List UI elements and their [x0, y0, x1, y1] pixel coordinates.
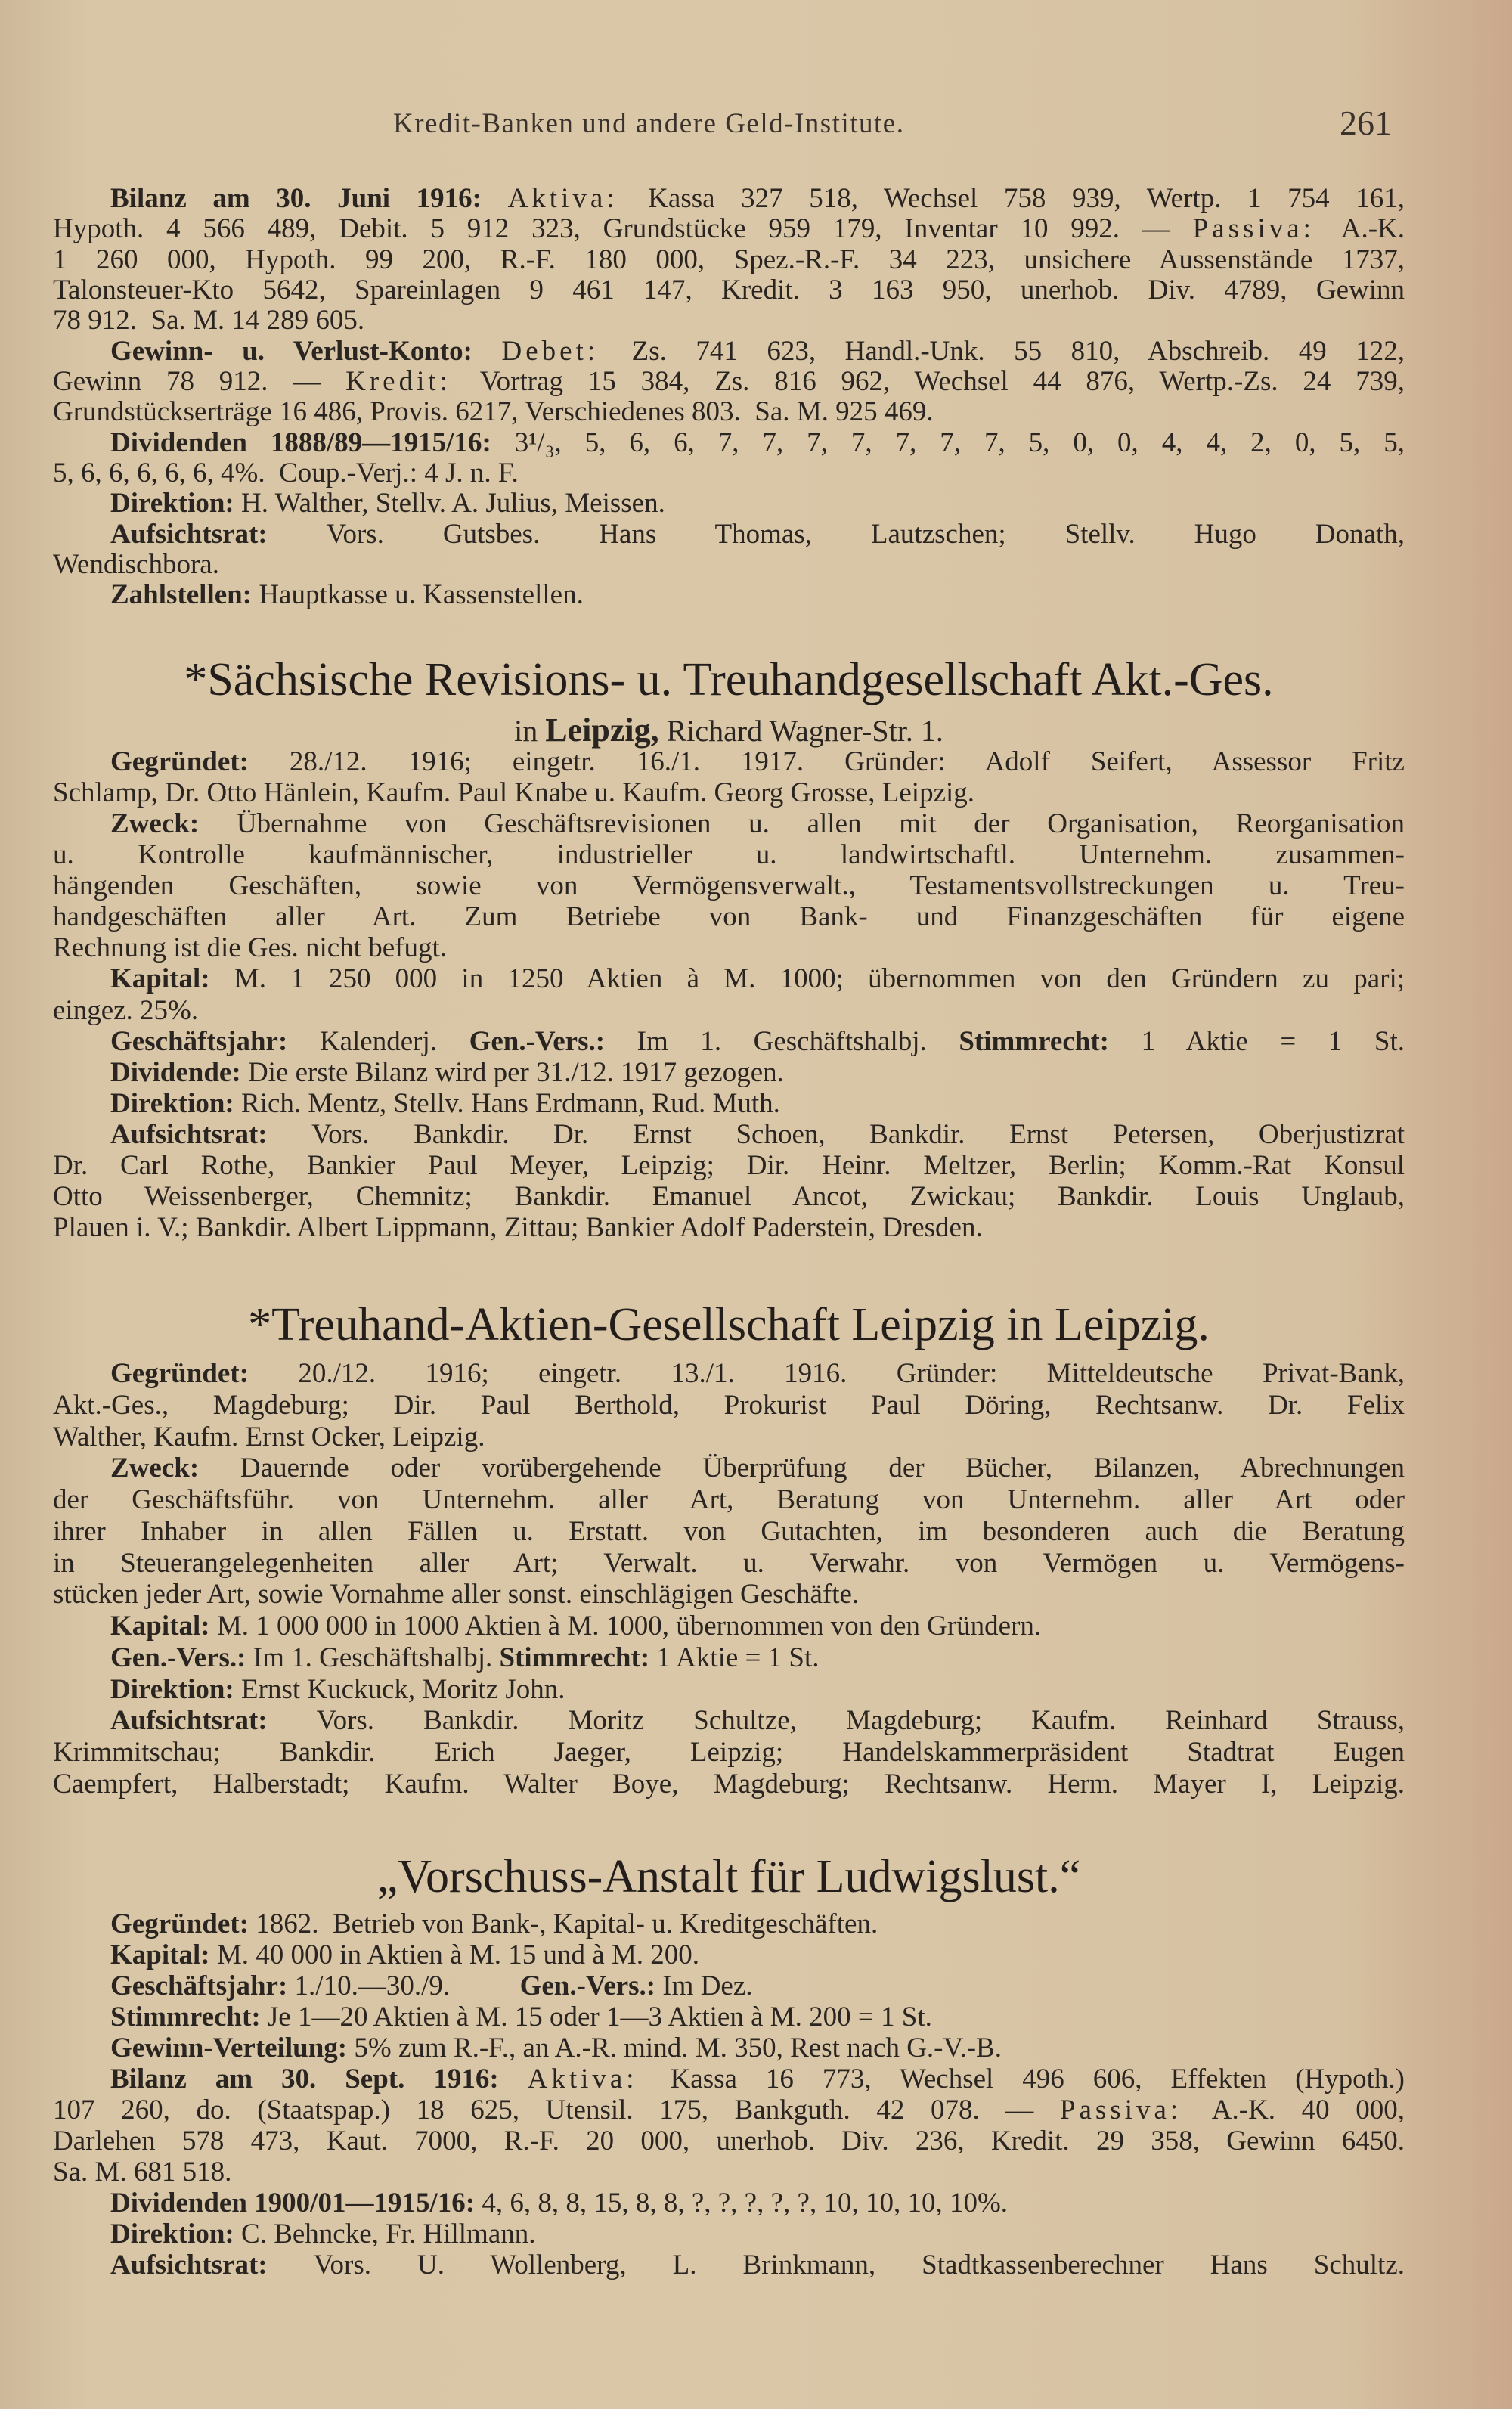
- entry-body-treuhand-aktien: [53, 1358, 1405, 1800]
- text-line: [53, 2249, 1405, 2280]
- field-label: Direktion:: [110, 1087, 242, 1119]
- text-line: [53, 1674, 1405, 1706]
- body-text: Im Dez.: [662, 1970, 753, 2001]
- body-text: handgeschäften aller Art. Zum Betriebe von Bank- und Finanzgeschäften für eigene: [53, 901, 1405, 933]
- entry-title-treuhand-aktien: *Treuhand-Aktien-Gesellschaft Leipzig in Leipzig.: [248, 1299, 1210, 1350]
- body-text: Vors. Bankdir. Dr. Ernst Schoen, Bankdir. Ernst Petersen, Oberjustizrat: [311, 1118, 1405, 1150]
- body-text: 1./10.—30./9.: [294, 1970, 520, 2001]
- text-line: [53, 1422, 1405, 1453]
- text-line: [53, 245, 1405, 275]
- field-label: Aufsichtsrat:: [110, 518, 327, 550]
- body-text: 107 260, do. (Staatspap.) 18 625, Utensil. 175, Bankguth. 42 078. —: [53, 2094, 1060, 2125]
- text-line: [53, 397, 1405, 427]
- spaced-label: Aktiva:: [507, 183, 649, 214]
- entry-subtitle-location: [53, 711, 1405, 749]
- text-line: [53, 1908, 1405, 1939]
- field-label: Gegründet:: [110, 746, 290, 777]
- text-line: [53, 1119, 1405, 1150]
- field-label: Gewinn-Verteilung:: [110, 2032, 355, 2063]
- text-line: [53, 367, 1405, 397]
- body-text: 1 Aktie = 1 St.: [656, 1642, 820, 1673]
- entry-body-vorschuss-anstalt: [53, 1908, 1405, 2280]
- text-line: [53, 2032, 1405, 2063]
- text-line: [53, 2156, 1405, 2187]
- body-text: Übernahme von Geschäftsrevisionen u. allen mit der Organisation, Reorganisation: [236, 808, 1405, 840]
- text-line: [53, 1579, 1405, 1611]
- text-line: [53, 458, 1405, 488]
- spaced-label: Kredit:: [345, 366, 480, 398]
- body-text: der Geschäftsführ. von Unternehm. aller Art, Beratung von Unternehm. aller Art oder: [53, 1484, 1405, 1515]
- field-label: Stimmrecht:: [499, 1642, 657, 1673]
- text-line: [53, 1057, 1405, 1088]
- text-line: [53, 580, 1405, 610]
- text-line: [53, 995, 1405, 1026]
- field-label: Dividenden 1900/01—1915/16:: [110, 2187, 482, 2218]
- body-text: C. Behncke, Fr. Hillmann.: [241, 2218, 536, 2249]
- text-line: [53, 777, 1405, 808]
- body-text: Die erste Bilanz wird per 31./12. 1917 gezogen.: [247, 1056, 784, 1088]
- text-line: [53, 1181, 1405, 1212]
- spaced-label: Debet:: [501, 335, 632, 367]
- body-text: 28./12. 1916; eingetr. 16./1. 1917. Gründer: Adolf Seifert, Assessor Fritz: [289, 746, 1405, 777]
- text-line: [53, 1453, 1405, 1484]
- text-line: [53, 1548, 1405, 1580]
- field-label: Geschäftsjahr:: [110, 1025, 320, 1057]
- spaced-label: Passiva:: [1059, 2094, 1212, 2125]
- body-text: Kalenderj.: [319, 1025, 469, 1057]
- text-line: [53, 746, 1405, 777]
- body-text: 1 260 000, Hypoth. 99 200, R.-F. 180 000, Spez.-R.-F. 34 223, unsichere Aussenstände 1737,: [53, 243, 1405, 275]
- text-line: [53, 1358, 1405, 1390]
- field-label: Direktion:: [110, 488, 242, 519]
- text-line: [53, 932, 1405, 963]
- body-text: eingez. 25%.: [53, 994, 199, 1026]
- text-line: [53, 336, 1405, 367]
- body-text: H. Walther, Stellv. A. Julius, Meissen.: [241, 488, 665, 519]
- body-text: Krimmitschau; Bankdir. Erich Jaeger, Leipzig; Handelskammerpräsident Stadtrat Eugen: [53, 1737, 1405, 1768]
- body-text: 1 Aktie = 1 St.: [1141, 1025, 1405, 1057]
- field-label: Zahlstellen:: [110, 579, 259, 611]
- spaced-label: Passiva:: [1192, 213, 1341, 245]
- subtitle-city: Leipzig,: [545, 712, 659, 749]
- text-line: [53, 275, 1405, 305]
- field-label: Dividende:: [110, 1056, 248, 1088]
- field-label: Kapital:: [110, 1939, 217, 1970]
- text-line: [53, 1642, 1405, 1674]
- body-text: 5% zum R.-F., an A.-R. mind. M. 350, Rest nach G.-V.-B.: [354, 2032, 1002, 2063]
- body-text: Otto Weissenberger, Chemnitz; Bankdir. Emanuel Ancot, Zwickau; Bankdir. Louis Unglaub,: [53, 1180, 1405, 1212]
- field-label: Gen.-Vers.:: [110, 1642, 253, 1673]
- body-text: 1862. Betrieb von Bank-, Kapital- u. Kreditgeschäften.: [256, 1908, 878, 1939]
- field-label: Direktion:: [110, 2218, 242, 2249]
- field-label: Direktion:: [110, 1673, 242, 1705]
- text-line: [53, 870, 1405, 901]
- text-line: [53, 839, 1405, 870]
- text-line: [53, 1088, 1405, 1119]
- field-label: Dividenden 1888/89—1915/16:: [110, 426, 515, 458]
- field-label: Gen.-Vers.:: [519, 1970, 663, 2001]
- text-line: [53, 1705, 1405, 1737]
- entry-title-saechsische-revisions: *Sächsische Revisions- u. Treuhandgesellschaft Akt.-Ges.: [184, 654, 1274, 705]
- body-text: Gewinn 78 912. —: [53, 366, 346, 398]
- body-text: Vortrag 15 384, Zs. 816 962, Wechsel 44 876, Wertp.-Zs. 24 739,: [479, 366, 1405, 398]
- body-text: 5, 6, 6, 6, 6, 6, 4%. Coup.-Verj.: 4 J. n. F.: [53, 457, 519, 489]
- text-line: [53, 2063, 1405, 2094]
- field-label: Aufsichtsrat:: [110, 2249, 314, 2280]
- body-text: Hauptkasse u. Kassenstellen.: [259, 579, 584, 611]
- field-label: Aufsichtsrat:: [110, 1118, 312, 1150]
- field-label: Stimmrecht:: [110, 2001, 268, 2032]
- field-label: Bilanz am 30. Sept. 1916:: [110, 2063, 528, 2094]
- text-line: [53, 2187, 1405, 2218]
- body-text: Zs. 741 623, Handl.-Unk. 55 810, Abschreib. 49 122,: [631, 335, 1405, 367]
- body-text: Dauernde oder vorübergehende Überprüfung der Bücher, Bilanzen, Abrechnungen: [240, 1453, 1405, 1484]
- field-label: Kapital:: [110, 1611, 217, 1642]
- entry-continuation-meissen: [53, 184, 1405, 611]
- text-line: [53, 305, 1405, 336]
- body-text: 78 912. Sa. M. 14 289 605.: [53, 305, 365, 336]
- text-line: [53, 1970, 1405, 2001]
- body-text: M. 1 250 000 in 1250 Aktien à M. 1000; übernommen von den Gründern zu pari;: [234, 963, 1405, 995]
- body-text: Wendischbora.: [53, 549, 219, 581]
- body-text: Darlehen 578 473, Kaut. 7000, R.-F. 20 000, unerhob. Div. 236, Kredit. 29 358, Gewinn 6450.: [53, 2125, 1405, 2156]
- entry-body-saechsische-revisions: [53, 746, 1405, 1243]
- text-line: [53, 214, 1405, 244]
- body-text: Caempfert, Halberstadt; Kaufm. Walter Boye, Magdeburg; Rechtsanw. Herm. Mayer I, Leipzig.: [53, 1768, 1405, 1800]
- text-line: [53, 808, 1405, 839]
- field-label: Kapital:: [110, 963, 234, 995]
- body-text: Im 1. Geschäftshalbj.: [637, 1025, 959, 1057]
- field-label: Zweck:: [110, 808, 237, 840]
- subtitle-address: Richard Wagner-Str. 1.: [658, 714, 943, 748]
- field-label: Bilanz am 30. Juni 1916:: [110, 183, 508, 214]
- text-line: [53, 2094, 1405, 2125]
- field-label: Gegründet:: [110, 1358, 299, 1389]
- body-text: 20./12. 1916; eingetr. 13./1. 1916. Gründer: Mitteldeutsche Privat-Bank,: [298, 1358, 1405, 1389]
- body-text: Je 1—20 Aktien à M. 15 oder 1—3 Aktien à M. 200 = 1 St.: [267, 2001, 932, 2032]
- body-text: Schlamp, Dr. Otto Hänlein, Kaufm. Paul Knabe u. Kaufm. Georg Grosse, Leipzig.: [53, 777, 975, 809]
- body-text: 4, 6, 8, 8, 15, 8, 8, ?, ?, ?, ?, ?, 10, 10, 10, 10%.: [482, 2187, 1009, 2218]
- page-number: 261: [1340, 104, 1392, 142]
- text-line: [53, 963, 1405, 994]
- text-line: [53, 428, 1405, 458]
- body-text: stücken jeder Art, sowie Vornahme aller sonst. einschlägigen Geschäfte.: [53, 1579, 860, 1611]
- body-text: Rechnung ist die Ges. nicht befugt.: [53, 932, 447, 964]
- body-text: Grundstückserträge 16 486, Provis. 6217, Verschiedenes 803. Sa. M. 925 469.: [53, 396, 934, 428]
- body-text: M. 1 000 000 in 1000 Aktien à M. 1000, übernommen von den Gründern.: [216, 1611, 1042, 1642]
- field-label: Gen.-Vers.:: [469, 1025, 637, 1057]
- body-text: ihrer Inhaber in allen Fällen u. Erstatt. von Gutachten, im besonderen auch die Beratung: [53, 1515, 1405, 1547]
- text-line: [53, 1516, 1405, 1548]
- body-text: Talonsteuer-Kto 5642, Spareinlagen 9 461 147, Kredit. 3 163 950, unerhob. Div. 4789, Gewinn: [53, 274, 1405, 306]
- body-text: Kassa 16 773, Wechsel 496 606, Effekten (Hypoth.): [670, 2063, 1405, 2094]
- body-text: Vors. Bankdir. Moritz Schultze, Magdeburg; Kaufm. Reinhard Strauss,: [316, 1705, 1405, 1737]
- field-label: Geschäftsjahr:: [110, 1970, 295, 2001]
- body-text: A.-K.: [1340, 213, 1405, 245]
- text-line: [53, 1484, 1405, 1516]
- text-line: [53, 1390, 1405, 1422]
- field-label: Gegründet:: [110, 1908, 256, 1939]
- field-label: Gewinn- u. Verlust-Konto:: [110, 335, 502, 367]
- spaced-label: Aktiva:: [527, 2063, 671, 2094]
- entry-title-vorschuss-anstalt: „Vorschuss-Anstalt für Ludwigslust.“: [376, 1851, 1081, 1902]
- field-label: Zweck:: [110, 1453, 240, 1484]
- text-line: [53, 488, 1405, 519]
- text-line: [53, 901, 1405, 932]
- field-label: Stimmrecht:: [959, 1025, 1142, 1057]
- text-line: [53, 1212, 1405, 1243]
- body-text: Vors. Gutsbes. Hans Thomas, Lautzschen; Stellv. Hugo Donath,: [326, 518, 1405, 550]
- text-line: [53, 550, 1405, 580]
- subtitle-prefix: in: [514, 714, 546, 748]
- body-text: A.-K. 40 000,: [1211, 2094, 1405, 2125]
- body-text: 3¹/₃, 5, 6, 6, 7, 7, 7, 7, 7, 7, 7, 5, 0, 0, 4, 4, 2, 0, 5, 5,: [514, 426, 1405, 458]
- text-line: [53, 1769, 1405, 1800]
- text-line: [53, 2001, 1405, 2032]
- text-line: [53, 2218, 1405, 2249]
- text-line: [53, 2125, 1405, 2156]
- body-text: hängenden Geschäften, sowie von Vermögensverwalt., Testamentsvollstreckungen u. Treu-: [53, 870, 1405, 902]
- body-text: Plauen i. V.; Bankdir. Albert Lippmann, Zittau; Bankier Adolf Paderstein, Dresden.: [53, 1211, 983, 1243]
- text-line: [53, 184, 1405, 214]
- body-text: Dr. Carl Rothe, Bankier Paul Meyer, Leipzig; Dir. Heinr. Meltzer, Berlin; Komm.-Rat Konsul: [53, 1149, 1405, 1181]
- text-line: [53, 1939, 1405, 1970]
- body-text: Rich. Mentz, Stellv. Hans Erdmann, Rud. Muth.: [241, 1087, 780, 1119]
- text-line: [53, 519, 1405, 550]
- text-line: [53, 1611, 1405, 1642]
- text-line: [53, 1026, 1405, 1057]
- body-text: Hypoth. 4 566 489, Debit. 5 912 323, Grundstücke 959 179, Inventar 10 992. —: [53, 213, 1193, 245]
- body-text: Sa. M. 681 518.: [53, 2156, 232, 2187]
- field-label: Aufsichtsrat:: [110, 1705, 317, 1737]
- body-text: Im 1. Geschäftshalbj.: [253, 1642, 500, 1673]
- text-line: [53, 1150, 1405, 1181]
- body-text: Kassa 327 518, Wechsel 758 939, Wertp. 1 754 161,: [648, 183, 1405, 214]
- text-line: [53, 1737, 1405, 1769]
- body-text: Ernst Kuckuck, Moritz John.: [241, 1673, 565, 1705]
- running-title: Kredit-Banken und andere Geld-Institute.: [393, 108, 905, 139]
- body-text: Walther, Kaufm. Ernst Ocker, Leipzig.: [53, 1421, 485, 1453]
- body-text: M. 40 000 in Aktien à M. 15 und à M. 200.: [216, 1939, 700, 1970]
- body-text: u. Kontrolle kaufmännischer, industrieller u. landwirtschaftl. Unternehm. zusammen-: [53, 839, 1405, 871]
- body-text: Akt.-Ges., Magdeburg; Dir. Paul Berthold, Prokurist Paul Döring, Rechtsanw. Dr. Felix: [53, 1389, 1405, 1421]
- body-text: in Steuerangelegenheiten aller Art; Verwalt. u. Verwahr. von Vermögen u. Vermögens-: [53, 1547, 1405, 1579]
- body-text: Vors. U. Wollenberg, L. Brinkmann, Stadtkassenberechner Hans Schultz.: [313, 2249, 1405, 2280]
- page-header: [0, 104, 1512, 150]
